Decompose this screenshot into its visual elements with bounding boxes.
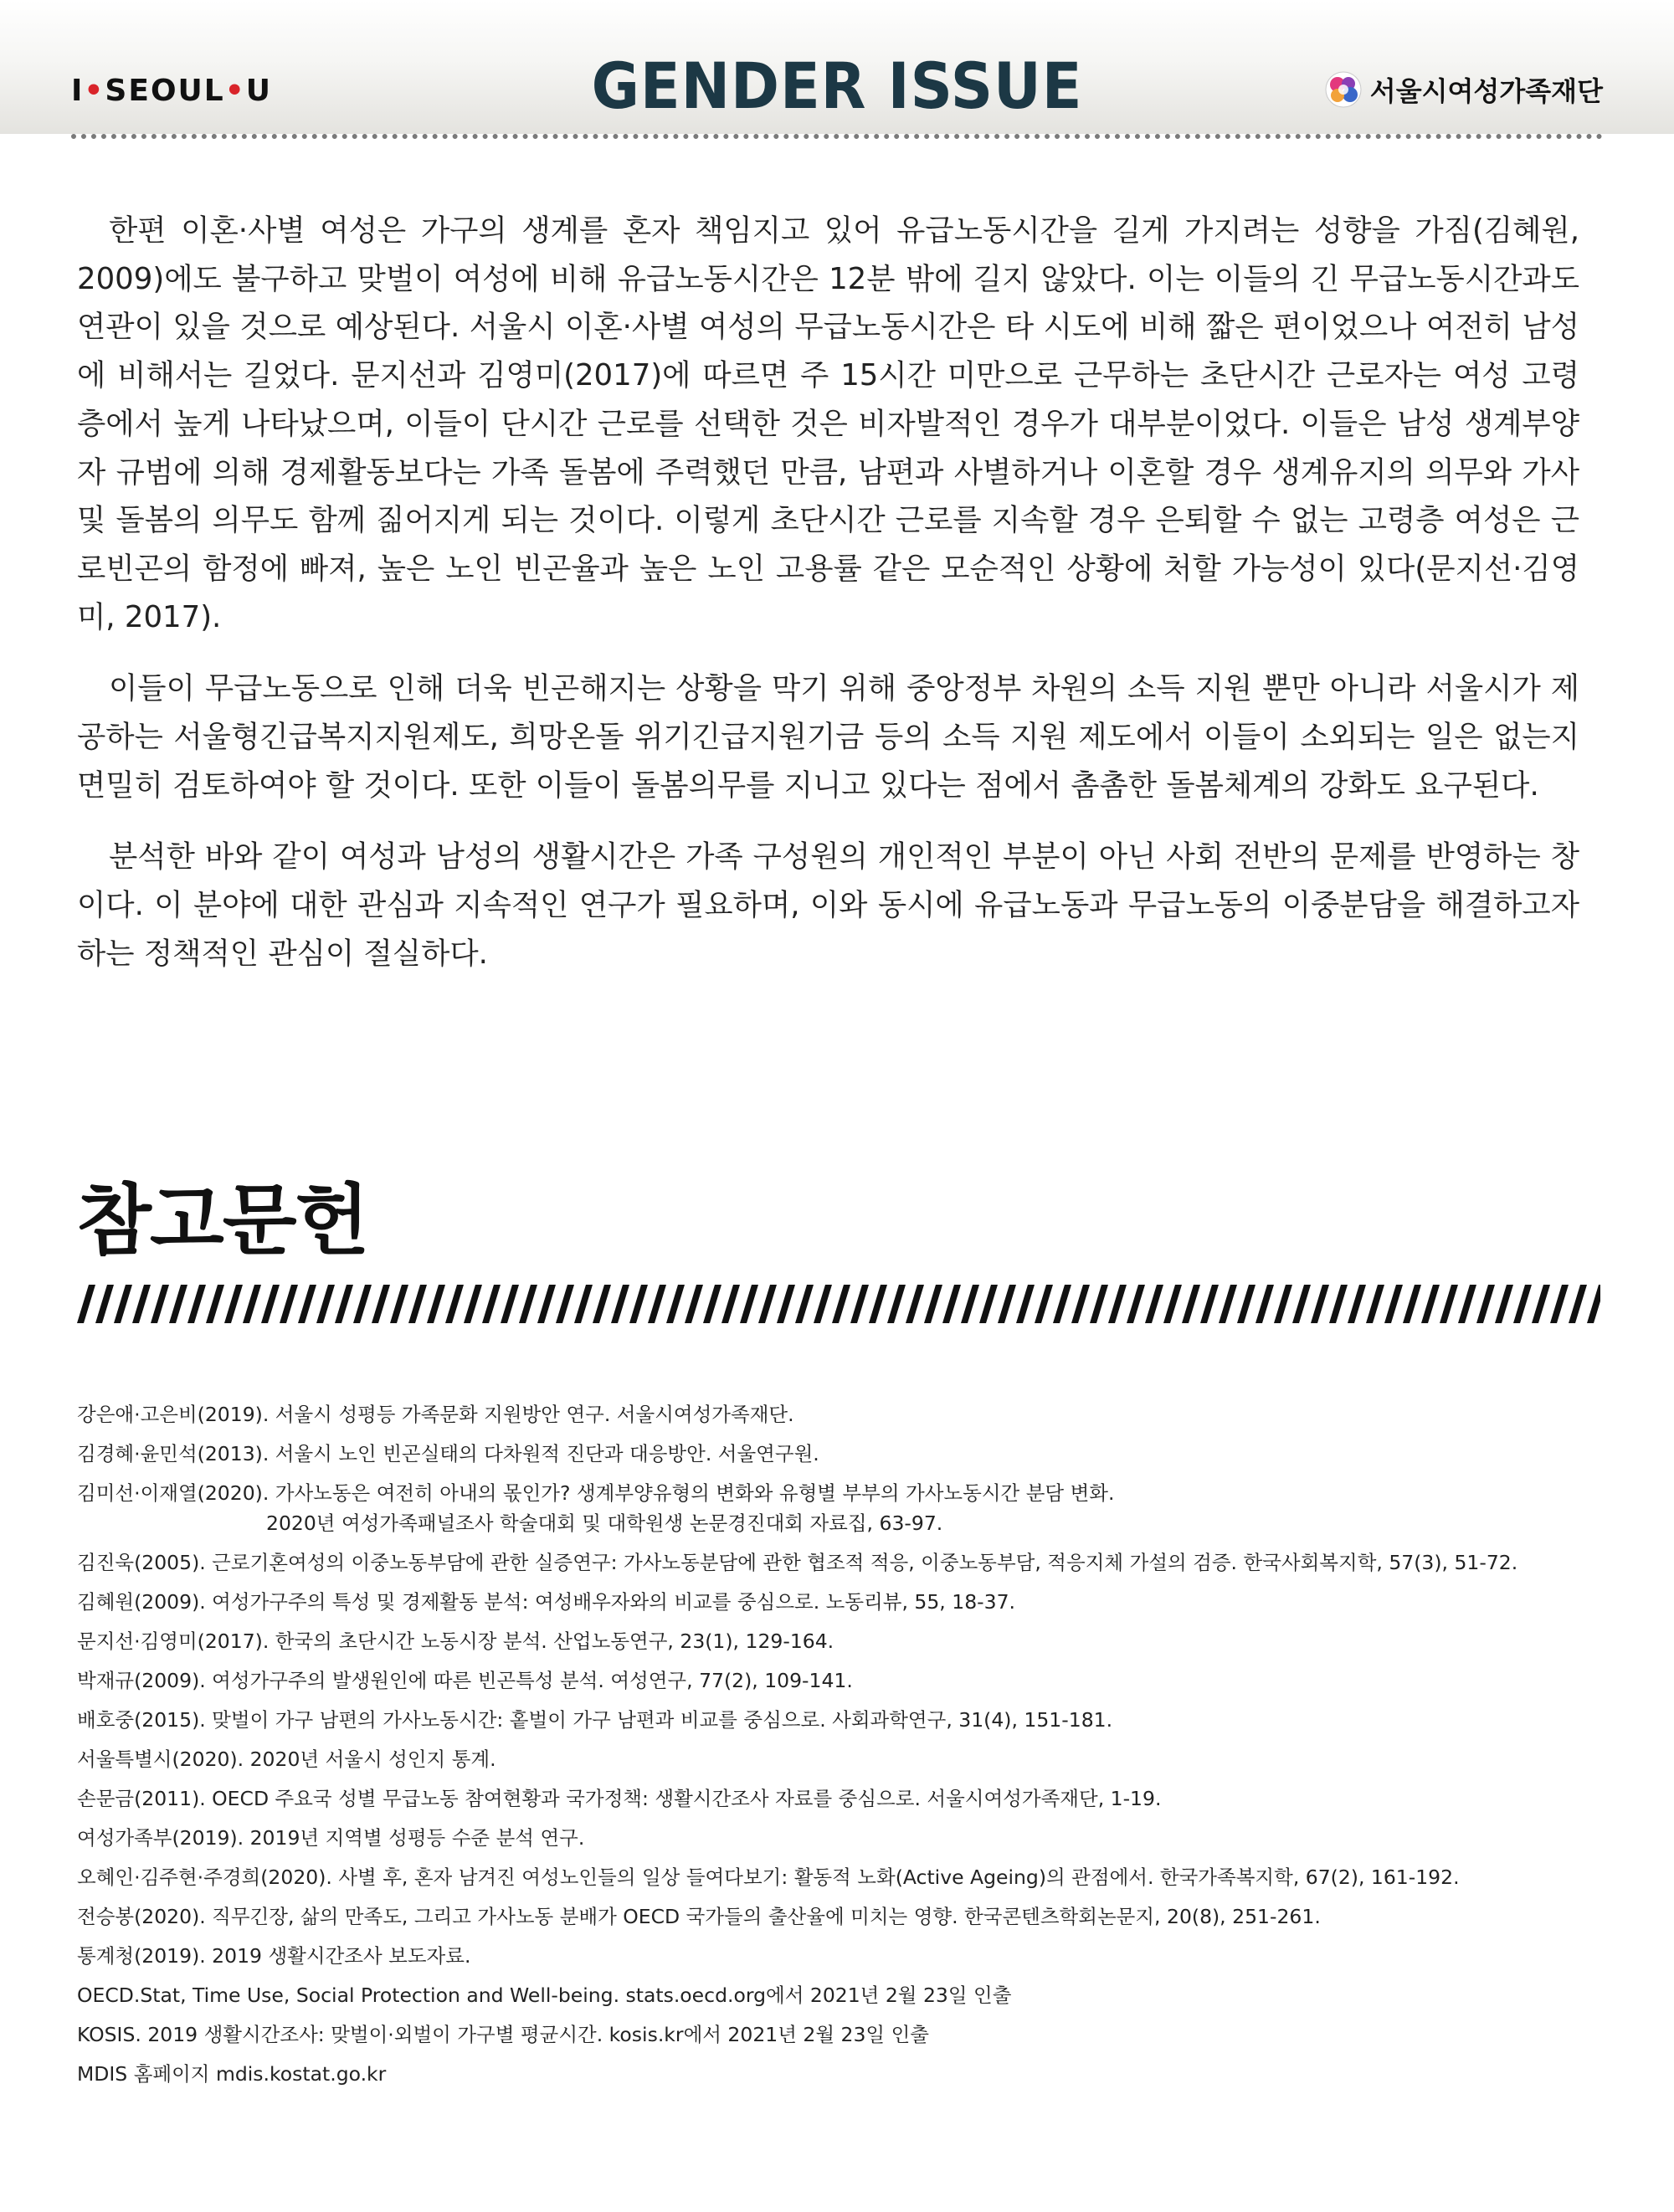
reference-item: 서울특별시(2020). 2020년 서울시 성인지 통계. <box>77 1748 496 1771</box>
page-header <box>0 0 1674 134</box>
reference-item-text: 김미선·이재열(2020). 가사노동은 여전히 아내의 몫인가? 생계부양유형의 변화와 유형별 부부의 가사노동시간 분담 변화. <box>77 1481 1115 1505</box>
reference-item: 김진욱(2005). 근로기혼여성의 이중노동부담에 관한 실증연구: 가사노동분담에 관한 협조적 적응, 이중노동부담, 적응지체 가설의 검증. 한국사회복지학, 57(3), 51-72. <box>77 1551 1518 1574</box>
foundation-name: 서울시여성가족재단 <box>1369 75 1603 107</box>
reference-item: 손문금(2011). OECD 주요국 성별 무급노동 참여현황과 국가정책: 생활시간조사 자료를 중심으로. 서울시여성가족재단, 1-19. <box>77 1787 1162 1810</box>
logo-dot: • <box>84 74 105 108</box>
reference-item: 전승봉(2020). 직무긴장, 삶의 만족도, 그리고 가사노동 분배가 OECD 국가들의 출산율에 미치는 영향. 한국콘텐츠학회논문지, 20(8), 251-261. <box>77 1905 1321 1928</box>
reference-item: 통계청(2019). 2019 생활시간조사 보도자료. <box>77 1944 471 1968</box>
header-divider <box>71 134 1603 139</box>
reference-item: 여성가족부(2019). 2019년 지역별 성평등 수준 분석 연구. <box>77 1826 585 1850</box>
reference-item: 김경혜·윤민석(2013). 서울시 노인 빈곤실태의 다차원적 진단과 대응방안. 서울연구원. <box>77 1442 819 1465</box>
references-heading: 참고문헌 <box>77 1176 368 1265</box>
reference-item: 배호중(2015). 맞벌이 가구 남편의 가사노동시간: 홑벌이 가구 남편과 비교를 중심으로. 사회과학연구, 31(4), 151-181. <box>77 1708 1113 1732</box>
logo-letter-u: U <box>245 74 272 108</box>
logo-dot: • <box>224 74 246 108</box>
hatch-divider <box>77 1285 1600 1323</box>
reference-list <box>77 1399 1600 2098</box>
reference-item: MDIS 홈페이지 mdis.kostat.go.kr <box>77 2062 387 2086</box>
reference-item: KOSIS. 2019 생활시간조사: 맞벌이·외벌이 가구별 평균시간. kosis.kr에서 2021년 2월 23일 인출 <box>77 2023 930 2046</box>
reference-item: 오혜인·김주현·주경희(2020). 사별 후, 혼자 남겨진 여성노인들의 일상 들여다보기: 활동적 노화(Active Ageing)의 관점에서. 한국가족복지학, 67(2), 161-192. <box>77 1866 1460 1889</box>
article-body <box>77 207 1579 1002</box>
reference-item-continuation: 2020년 여성가족패널조사 학술대회 및 대학원생 논문경진대회 자료집, 63-97. <box>266 1511 943 1535</box>
reference-item <box>77 1478 1600 1538</box>
logo-letter-i: I <box>71 74 85 108</box>
paragraph: 한편 이혼·사별 여성은 가구의 생계를 혼자 책임지고 있어 유급노동시간을 길게 가지려는 성향을 가짐(김혜원, 2009)에도 불구하고 맞벌이 여성에 비해 유급노동시간은 12분 밖에 길지 않았다. 이는 이들의 긴 무급노동시간과도 연관이 있을 것으로 예상된다. 서울시 이혼·사별 여성의 무급노동시간은 타 시도에 비해 짧은 편이었으나 여전히 남성에 비해서는 길었다. 문지선과 김영미(2017)에 따르면 주 15시간 미만으로 근무하는 초단시간 근로자는 여성 고령층에서 높게 나타났으며, 이들이 단시간 근로를 선택한 것은 비자발적인 경우가 대부분이었다. 이들은 남성 생계부양자 규범에 의해 경제활동보다는 가족 돌봄에 주력했던 만큼, 남편과 사별하거나 이혼할 경우 생계유지의 의무와 가사 및 돌봄의 의무도 함께 짊어지게 되는 것이다. 이렇게 초단시간 근로를 지속할 경우 은퇴할 수 없는 고령층 여성은 근로빈곤의 함정에 빠져, 높은 노인 빈곤율과 높은 노인 고용률 같은 모순적인 상황에 처할 가능성이 있다(문지선·김영미, 2017). <box>77 213 1579 634</box>
reference-item: 박재규(2009). 여성가구주의 발생원인에 따른 빈곤특성 분석. 여성연구, 77(2), 109-141. <box>77 1669 853 1692</box>
paragraph: 이들이 무급노동으로 인해 더욱 빈곤해지는 상황을 막기 위해 중앙정부 차원의 소득 지원 뿐만 아니라 서울시가 제공하는 서울형긴급복지지원제도, 희망온돌 위기긴급지원기금 등의 소득 지원 제도에서 이들이 소외되는 일은 없는지 면밀히 검토하여야 할 것이다. 또한 이들이 돌봄의무를 지니고 있다는 점에서 촘촘한 돌봄체계의 강화도 요구된다. <box>77 671 1579 803</box>
logo-word-seoul: SEOUL <box>105 74 225 108</box>
page-title: GENDER ISSUE <box>591 49 1083 123</box>
reference-item: 문지선·김영미(2017). 한국의 초단시간 노동시장 분석. 산업노동연구, 23(1), 129-164. <box>77 1629 834 1653</box>
foundation-emblem-icon <box>1325 71 1362 108</box>
reference-item: 김혜원(2009). 여성가구주의 특성 및 경제활동 분석: 여성배우자와의 비교를 중심으로. 노동리뷰, 55, 18-37. <box>77 1590 1016 1614</box>
reference-item: 강은애·고은비(2019). 서울시 성평등 가족문화 지원방안 연구. 서울시여성가족재단. <box>77 1403 794 1426</box>
reference-item: OECD.Stat, Time Use, Social Protection and Well-being. stats.oecd.org에서 2021년 2월 23일 인출 <box>77 1984 1012 2007</box>
paragraph: 분석한 바와 같이 여성과 남성의 생활시간은 가족 구성원의 개인적인 부분이 아닌 사회 전반의 문제를 반영하는 창이다. 이 분야에 대한 관심과 지속적인 연구가 필요하며, 이와 동시에 유급노동과 무급노동의 이중분담을 해결하고자 하는 정책적인 관심이 절실하다. <box>77 839 1579 971</box>
foundation-logo <box>1325 70 1603 109</box>
